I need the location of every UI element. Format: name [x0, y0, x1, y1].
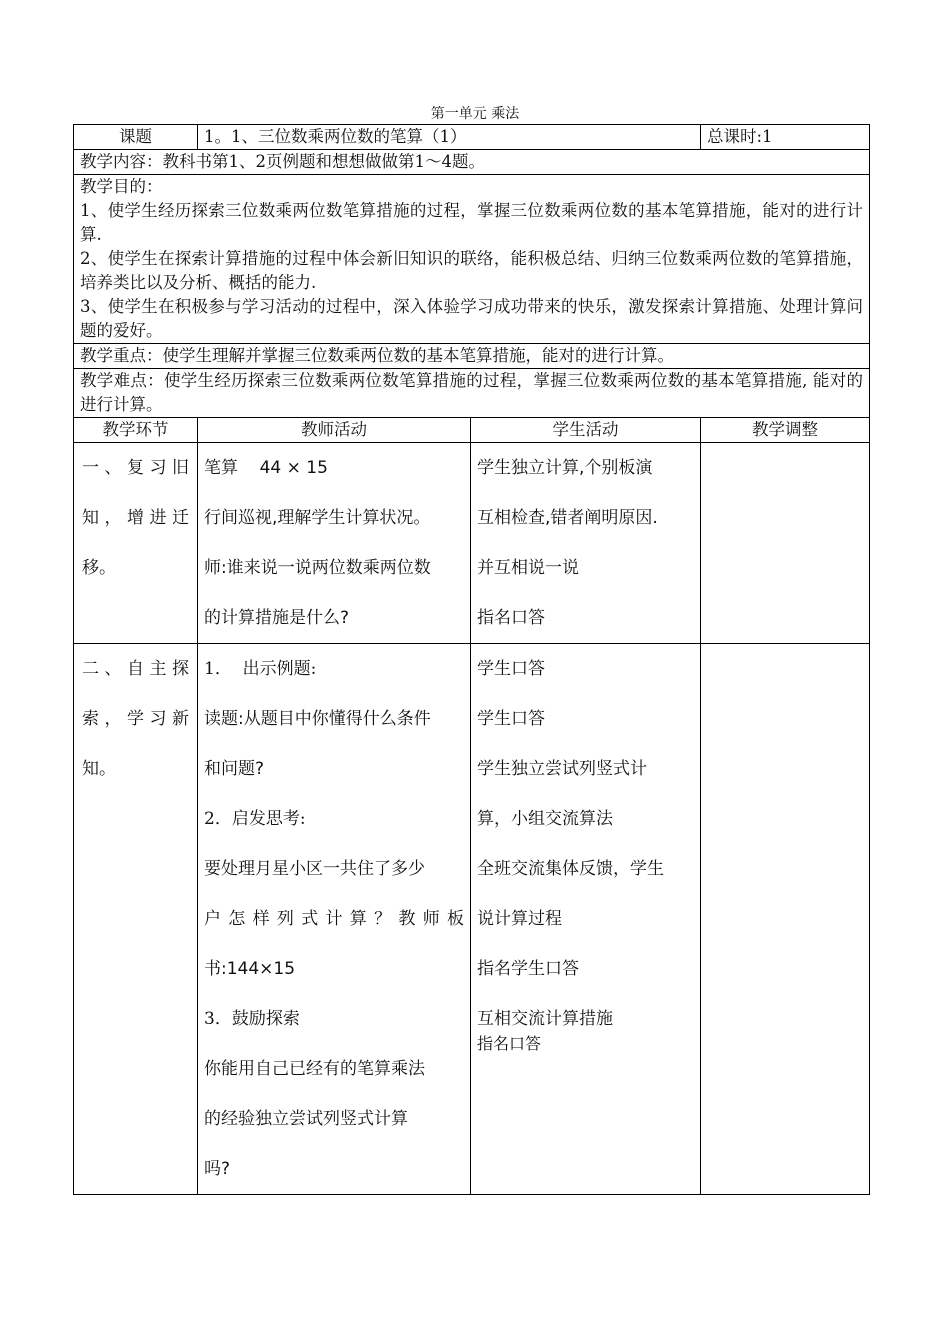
difficulty-row	[74, 369, 870, 418]
difficulty: 教学难点：使学生经历探索三位数乘两位数笔算措施的过程，掌握三位数乘两位数的基本笔算措施, 能对的进行计算。	[74, 369, 870, 418]
teacher-line: 2．启发思考:	[204, 809, 306, 829]
student-line: 学生口答	[477, 659, 545, 679]
stage-cell	[74, 644, 198, 1195]
column-header-row	[74, 418, 870, 443]
teacher-line: 要处理月星小区一共住了多少	[204, 859, 425, 879]
section-row-2	[74, 644, 870, 1195]
teacher-line: 你能用自己已经有的笔算乘法	[204, 1059, 425, 1079]
topic-value: 1。1、三位数乘两位数的笔算（1）	[198, 125, 701, 150]
teacher-line: 的计算措施是什么?	[204, 608, 350, 628]
content-row	[74, 150, 870, 175]
teacher-line: 行间巡视,理解学生计算状况。	[204, 508, 431, 528]
teacher-cell	[198, 443, 471, 644]
teacher-line: 书:144×15	[204, 959, 296, 979]
stage-line: 索，学习新	[82, 709, 189, 729]
student-line: 全班交流集体反馈，学生	[477, 859, 664, 879]
teacher-line: 读题:从题目中你懂得什么条件	[204, 709, 431, 729]
goals-row	[74, 175, 870, 344]
goal-item: 2、使学生在探索计算措施的过程中体会新旧知识的联络，能积极总结、归纳三位数乘两位数的笔算措施，培养类比以及分析、概括的能力.	[80, 249, 863, 292]
teacher-line: 户怎样列式计算？教师板	[204, 909, 464, 929]
teacher-line: 和问题?	[204, 759, 265, 779]
student-line: 互相交流计算措施	[477, 1009, 613, 1029]
goals-label: 教学目的：	[80, 177, 163, 196]
adjust-cell	[701, 443, 870, 644]
student-line: 学生独立计算,个别板演	[477, 458, 653, 478]
teacher-line: 笔算 44 × 15	[204, 458, 328, 478]
student-line: 学生独立尝试列竖式计	[477, 759, 647, 779]
lesson-plan-table	[73, 124, 870, 1195]
student-cell	[471, 443, 701, 644]
page-title: 第一单元 乘法	[430, 106, 520, 122]
teacher-line: 3．鼓励探索	[204, 1009, 300, 1029]
stage-cell	[74, 443, 198, 644]
student-line: 指名口答	[477, 608, 545, 628]
total-hours: 总课时:1	[701, 125, 870, 150]
stage-line: 知。	[82, 759, 116, 779]
teaching-content: 教学内容：教科书第1、2页例题和想想做做第1～4题。	[74, 150, 870, 175]
teacher-cell	[198, 644, 471, 1195]
key-point: 教学重点：使学生理解并掌握三位数乘两位数的基本笔算措施，能对的进行计算。	[74, 344, 870, 369]
topic-row	[74, 125, 870, 150]
topic-label: 课题	[74, 125, 198, 150]
student-line: 学生口答	[477, 709, 545, 729]
student-line: 互相检查,错者阐明原因.	[477, 508, 658, 528]
goal-item: 1、使学生经历探索三位数乘两位数笔算措施的过程，掌握三位数乘两位数的基本笔算措施，能对的进行计算.	[80, 201, 863, 244]
teacher-line: 吗?	[204, 1159, 231, 1179]
goal-item: 3、使学生在积极参与学习活动的过程中，深入体验学习成功带来的快乐，激发探索计算措施、处理计算问题的爱好。	[80, 297, 863, 340]
key-point-row	[74, 344, 870, 369]
student-cell	[471, 644, 701, 1195]
student-line: 说计算过程	[477, 909, 562, 929]
stage-line: 一、复习旧	[82, 458, 189, 478]
stage-line: 二、自主探	[82, 659, 189, 679]
student-line: 并互相说一说	[477, 558, 579, 578]
teacher-line: 师:谁来说一说两位数乘两位数	[204, 558, 431, 578]
adjust-cell	[701, 644, 870, 1195]
student-line: 指名口答	[477, 1034, 542, 1053]
stage-line: 知，增进迁	[82, 508, 189, 528]
col-stage: 教学环节	[74, 418, 198, 443]
stage-line: 移。	[82, 558, 116, 578]
student-line: 指名学生口答	[477, 959, 579, 979]
student-line: 算，小组交流算法	[477, 809, 613, 829]
col-adjust: 教学调整	[701, 418, 870, 443]
teacher-line: 的经验独立尝试列竖式计算	[204, 1109, 408, 1129]
section-row-1	[74, 443, 870, 644]
teacher-line: 1． 出示例题:	[204, 659, 317, 679]
col-teacher: 教师活动	[198, 418, 471, 443]
teaching-goals	[74, 175, 870, 344]
col-student: 学生活动	[471, 418, 701, 443]
